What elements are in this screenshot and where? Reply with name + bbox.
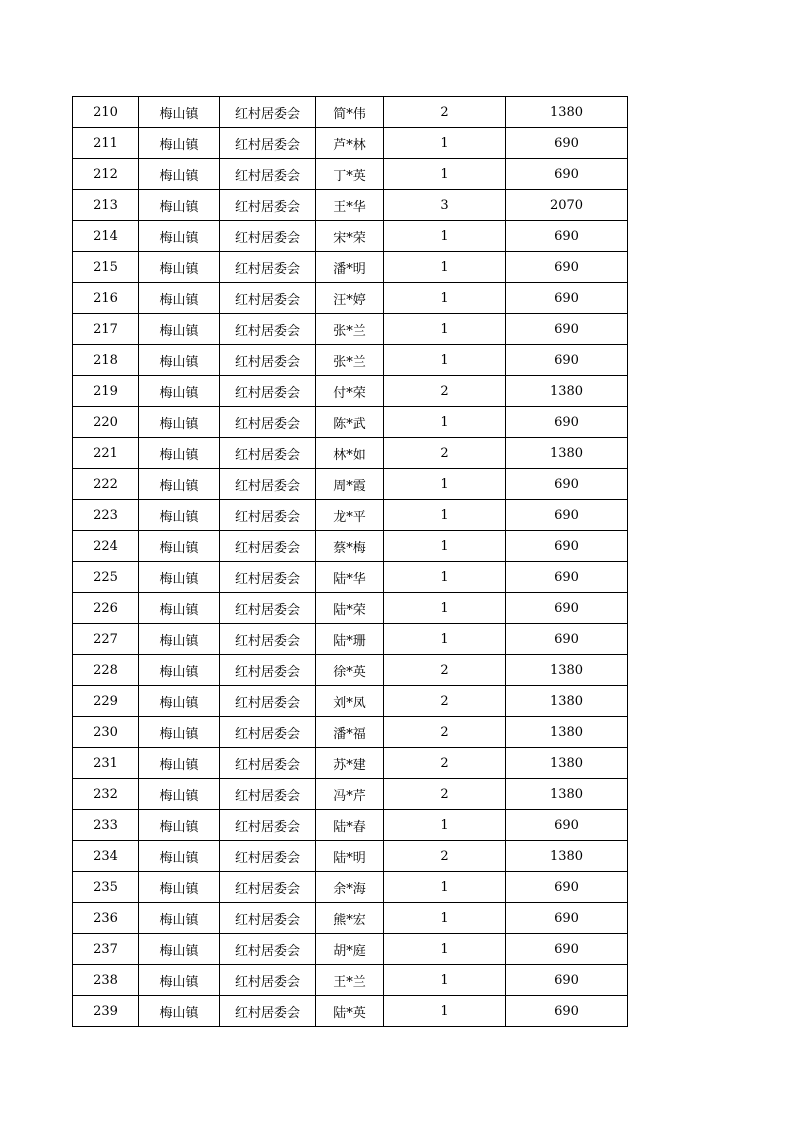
name-cell: 潘*明 — [316, 252, 384, 283]
table-row — [73, 438, 628, 469]
committee-cell: 红村居委会 — [220, 531, 316, 562]
household-size-cell: 2 — [384, 438, 506, 469]
row-number-cell: 227 — [73, 624, 139, 655]
table-row — [73, 283, 628, 314]
household-size-cell: 1 — [384, 934, 506, 965]
name-cell: 徐*英 — [316, 655, 384, 686]
row-number-cell: 215 — [73, 252, 139, 283]
household-size-cell: 1 — [384, 872, 506, 903]
row-number-cell: 239 — [73, 996, 139, 1027]
town-cell: 梅山镇 — [139, 314, 220, 345]
household-size-cell: 2 — [384, 717, 506, 748]
town-cell: 梅山镇 — [139, 624, 220, 655]
town-cell: 梅山镇 — [139, 779, 220, 810]
row-number-cell: 211 — [73, 128, 139, 159]
name-cell: 王*兰 — [316, 965, 384, 996]
household-size-cell: 1 — [384, 624, 506, 655]
amount-cell: 690 — [506, 562, 628, 593]
amount-cell: 1380 — [506, 438, 628, 469]
amount-cell: 690 — [506, 221, 628, 252]
household-size-cell: 3 — [384, 190, 506, 221]
amount-cell: 690 — [506, 872, 628, 903]
table-row — [73, 469, 628, 500]
amount-cell: 1380 — [506, 841, 628, 872]
name-cell: 汪*婷 — [316, 283, 384, 314]
committee-cell: 红村居委会 — [220, 562, 316, 593]
amount-cell: 2070 — [506, 190, 628, 221]
town-cell: 梅山镇 — [139, 190, 220, 221]
household-size-cell: 1 — [384, 283, 506, 314]
committee-cell: 红村居委会 — [220, 965, 316, 996]
name-cell: 陆*珊 — [316, 624, 384, 655]
town-cell: 梅山镇 — [139, 655, 220, 686]
name-cell: 蔡*梅 — [316, 531, 384, 562]
committee-cell: 红村居委会 — [220, 438, 316, 469]
household-size-cell: 2 — [384, 686, 506, 717]
amount-cell: 690 — [506, 903, 628, 934]
amount-cell: 690 — [506, 624, 628, 655]
household-size-cell: 1 — [384, 345, 506, 376]
name-cell: 胡*庭 — [316, 934, 384, 965]
household-size-cell: 2 — [384, 97, 506, 128]
row-number-cell: 233 — [73, 810, 139, 841]
committee-cell: 红村居委会 — [220, 314, 316, 345]
town-cell: 梅山镇 — [139, 531, 220, 562]
town-cell: 梅山镇 — [139, 128, 220, 159]
household-size-cell: 1 — [384, 500, 506, 531]
town-cell: 梅山镇 — [139, 996, 220, 1027]
row-number-cell: 228 — [73, 655, 139, 686]
household-size-cell: 2 — [384, 376, 506, 407]
name-cell: 冯*芹 — [316, 779, 384, 810]
table-row — [73, 810, 628, 841]
household-size-cell: 1 — [384, 903, 506, 934]
amount-cell: 690 — [506, 345, 628, 376]
household-size-cell: 1 — [384, 965, 506, 996]
row-number-cell: 225 — [73, 562, 139, 593]
table-row — [73, 779, 628, 810]
town-cell: 梅山镇 — [139, 686, 220, 717]
committee-cell: 红村居委会 — [220, 500, 316, 531]
name-cell: 陆*明 — [316, 841, 384, 872]
committee-cell: 红村居委会 — [220, 407, 316, 438]
amount-cell: 1380 — [506, 655, 628, 686]
table-row — [73, 903, 628, 934]
row-number-cell: 217 — [73, 314, 139, 345]
amount-cell: 690 — [506, 469, 628, 500]
committee-cell: 红村居委会 — [220, 934, 316, 965]
name-cell: 周*霞 — [316, 469, 384, 500]
name-cell: 陈*武 — [316, 407, 384, 438]
table-row — [73, 97, 628, 128]
town-cell: 梅山镇 — [139, 469, 220, 500]
row-number-cell: 222 — [73, 469, 139, 500]
table-row — [73, 159, 628, 190]
household-size-cell: 1 — [384, 159, 506, 190]
household-size-cell: 1 — [384, 221, 506, 252]
household-size-cell: 2 — [384, 748, 506, 779]
amount-cell: 690 — [506, 314, 628, 345]
household-size-cell: 1 — [384, 252, 506, 283]
committee-cell: 红村居委会 — [220, 221, 316, 252]
amount-cell: 690 — [506, 996, 628, 1027]
committee-cell: 红村居委会 — [220, 655, 316, 686]
amount-cell: 690 — [506, 531, 628, 562]
table-row — [73, 593, 628, 624]
table-row — [73, 841, 628, 872]
household-size-cell: 1 — [384, 531, 506, 562]
amount-cell: 1380 — [506, 717, 628, 748]
household-size-cell: 1 — [384, 593, 506, 624]
table-row — [73, 624, 628, 655]
table-row — [73, 252, 628, 283]
town-cell: 梅山镇 — [139, 407, 220, 438]
committee-cell: 红村居委会 — [220, 252, 316, 283]
row-number-cell: 237 — [73, 934, 139, 965]
amount-cell: 690 — [506, 500, 628, 531]
row-number-cell: 213 — [73, 190, 139, 221]
town-cell: 梅山镇 — [139, 376, 220, 407]
amount-cell: 690 — [506, 159, 628, 190]
row-number-cell: 219 — [73, 376, 139, 407]
name-cell: 林*如 — [316, 438, 384, 469]
row-number-cell: 220 — [73, 407, 139, 438]
town-cell: 梅山镇 — [139, 283, 220, 314]
town-cell: 梅山镇 — [139, 221, 220, 252]
row-number-cell: 234 — [73, 841, 139, 872]
table-row — [73, 531, 628, 562]
household-size-cell: 2 — [384, 841, 506, 872]
committee-cell: 红村居委会 — [220, 624, 316, 655]
table-row — [73, 128, 628, 159]
table-row — [73, 345, 628, 376]
household-size-cell: 1 — [384, 314, 506, 345]
name-cell: 王*华 — [316, 190, 384, 221]
town-cell: 梅山镇 — [139, 252, 220, 283]
row-number-cell: 216 — [73, 283, 139, 314]
household-size-cell: 1 — [384, 562, 506, 593]
town-cell: 梅山镇 — [139, 593, 220, 624]
row-number-cell: 224 — [73, 531, 139, 562]
committee-cell: 红村居委会 — [220, 717, 316, 748]
amount-cell: 1380 — [506, 97, 628, 128]
table-body — [73, 97, 628, 1027]
amount-cell: 690 — [506, 252, 628, 283]
committee-cell: 红村居委会 — [220, 283, 316, 314]
town-cell: 梅山镇 — [139, 345, 220, 376]
row-number-cell: 214 — [73, 221, 139, 252]
household-size-cell: 1 — [384, 469, 506, 500]
table-row — [73, 500, 628, 531]
committee-cell: 红村居委会 — [220, 345, 316, 376]
amount-cell: 690 — [506, 965, 628, 996]
row-number-cell: 223 — [73, 500, 139, 531]
row-number-cell: 231 — [73, 748, 139, 779]
row-number-cell: 238 — [73, 965, 139, 996]
amount-cell: 690 — [506, 407, 628, 438]
table-row — [73, 934, 628, 965]
amount-cell: 690 — [506, 810, 628, 841]
name-cell: 宋*荣 — [316, 221, 384, 252]
amount-cell: 1380 — [506, 748, 628, 779]
table-row — [73, 686, 628, 717]
row-number-cell: 218 — [73, 345, 139, 376]
name-cell: 潘*福 — [316, 717, 384, 748]
row-number-cell: 210 — [73, 97, 139, 128]
name-cell: 陆*荣 — [316, 593, 384, 624]
amount-cell: 690 — [506, 128, 628, 159]
table-row — [73, 190, 628, 221]
committee-cell: 红村居委会 — [220, 593, 316, 624]
household-size-cell: 2 — [384, 655, 506, 686]
name-cell: 简*伟 — [316, 97, 384, 128]
committee-cell: 红村居委会 — [220, 841, 316, 872]
table-row — [73, 376, 628, 407]
amount-cell: 1380 — [506, 686, 628, 717]
town-cell: 梅山镇 — [139, 97, 220, 128]
table-row — [73, 562, 628, 593]
table-row — [73, 655, 628, 686]
row-number-cell: 235 — [73, 872, 139, 903]
table-row — [73, 872, 628, 903]
table-row — [73, 996, 628, 1027]
town-cell: 梅山镇 — [139, 438, 220, 469]
name-cell: 付*荣 — [316, 376, 384, 407]
committee-cell: 红村居委会 — [220, 159, 316, 190]
town-cell: 梅山镇 — [139, 717, 220, 748]
row-number-cell: 229 — [73, 686, 139, 717]
committee-cell: 红村居委会 — [220, 376, 316, 407]
name-cell: 张*兰 — [316, 314, 384, 345]
name-cell: 陆*英 — [316, 996, 384, 1027]
committee-cell: 红村居委会 — [220, 996, 316, 1027]
town-cell: 梅山镇 — [139, 903, 220, 934]
town-cell: 梅山镇 — [139, 748, 220, 779]
town-cell: 梅山镇 — [139, 810, 220, 841]
amount-cell: 1380 — [506, 779, 628, 810]
committee-cell: 红村居委会 — [220, 128, 316, 159]
town-cell: 梅山镇 — [139, 872, 220, 903]
amount-cell: 690 — [506, 593, 628, 624]
row-number-cell: 226 — [73, 593, 139, 624]
table-row — [73, 965, 628, 996]
name-cell: 龙*平 — [316, 500, 384, 531]
table-row — [73, 748, 628, 779]
name-cell: 余*海 — [316, 872, 384, 903]
amount-cell: 690 — [506, 934, 628, 965]
town-cell: 梅山镇 — [139, 562, 220, 593]
row-number-cell: 230 — [73, 717, 139, 748]
committee-cell: 红村居委会 — [220, 97, 316, 128]
name-cell: 张*兰 — [316, 345, 384, 376]
name-cell: 刘*凤 — [316, 686, 384, 717]
household-size-cell: 1 — [384, 810, 506, 841]
committee-cell: 红村居委会 — [220, 748, 316, 779]
household-size-cell: 1 — [384, 128, 506, 159]
committee-cell: 红村居委会 — [220, 903, 316, 934]
town-cell: 梅山镇 — [139, 934, 220, 965]
name-cell: 丁*英 — [316, 159, 384, 190]
town-cell: 梅山镇 — [139, 159, 220, 190]
table-row — [73, 717, 628, 748]
committee-cell: 红村居委会 — [220, 810, 316, 841]
table-row — [73, 221, 628, 252]
data-table — [72, 96, 628, 1027]
household-size-cell: 1 — [384, 996, 506, 1027]
committee-cell: 红村居委会 — [220, 469, 316, 500]
name-cell: 芦*林 — [316, 128, 384, 159]
name-cell: 熊*宏 — [316, 903, 384, 934]
amount-cell: 690 — [506, 283, 628, 314]
name-cell: 陆*春 — [316, 810, 384, 841]
row-number-cell: 221 — [73, 438, 139, 469]
committee-cell: 红村居委会 — [220, 190, 316, 221]
town-cell: 梅山镇 — [139, 841, 220, 872]
committee-cell: 红村居委会 — [220, 872, 316, 903]
name-cell: 苏*建 — [316, 748, 384, 779]
town-cell: 梅山镇 — [139, 500, 220, 531]
row-number-cell: 232 — [73, 779, 139, 810]
household-size-cell: 2 — [384, 779, 506, 810]
table-row — [73, 407, 628, 438]
amount-cell: 1380 — [506, 376, 628, 407]
row-number-cell: 212 — [73, 159, 139, 190]
committee-cell: 红村居委会 — [220, 779, 316, 810]
table-row — [73, 314, 628, 345]
household-size-cell: 1 — [384, 407, 506, 438]
town-cell: 梅山镇 — [139, 965, 220, 996]
committee-cell: 红村居委会 — [220, 686, 316, 717]
name-cell: 陆*华 — [316, 562, 384, 593]
row-number-cell: 236 — [73, 903, 139, 934]
